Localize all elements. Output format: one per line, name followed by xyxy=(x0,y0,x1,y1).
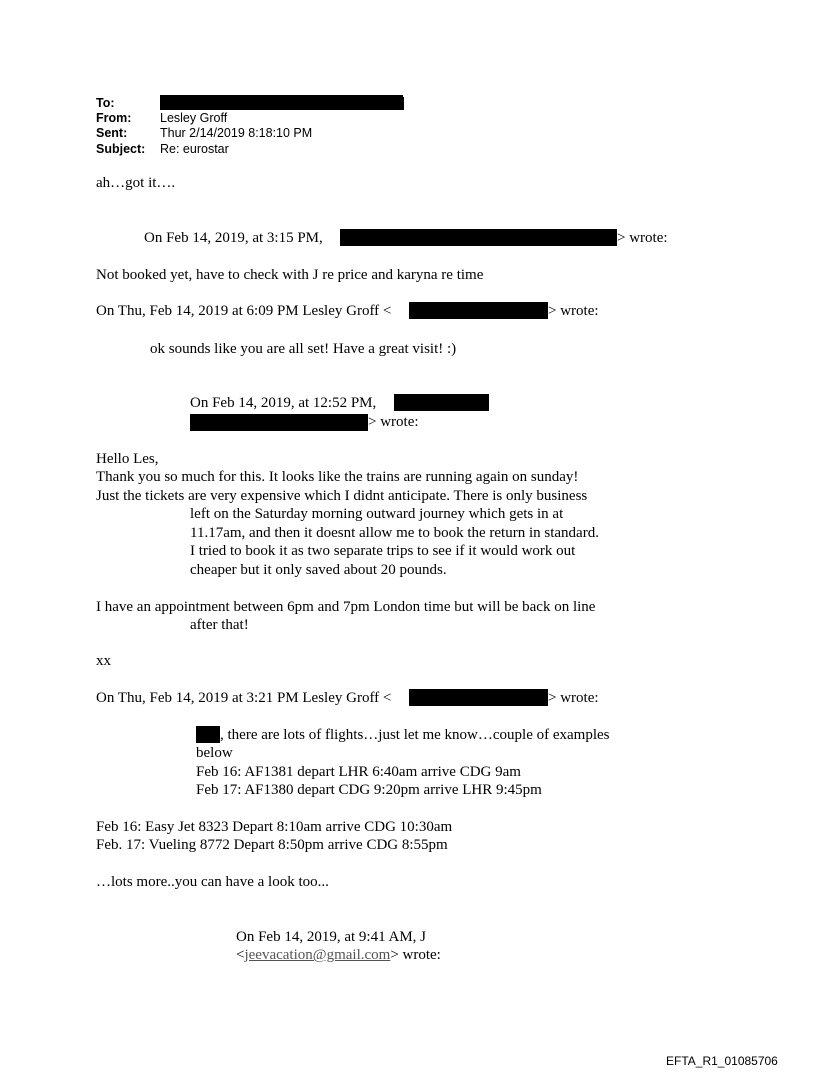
redaction-edge-mark xyxy=(403,97,404,110)
redacted-email xyxy=(409,302,548,319)
quote-header-3-suffix: > wrote: xyxy=(368,414,419,430)
subject-value: Re: eurostar xyxy=(160,142,229,156)
message-text: …lots more..you can have a look too... xyxy=(96,874,329,890)
paragraph-line: cheaper but it only saved about 20 pounds. xyxy=(190,562,447,578)
quote-header-5-line2 xyxy=(236,946,441,965)
quote-header-1: On Feb 14, 2019, at 3:15 PM, xyxy=(144,230,323,246)
flight-entry: Feb 16: Easy Jet 8323 Depart 8:10am arrive CDG 10:30am xyxy=(96,819,453,835)
paragraph-line: I have an appointment between 6pm and 7pm London time but will be back on line xyxy=(96,599,596,615)
from-value: Lesley Groff xyxy=(160,111,228,125)
paragraph-line: 11.17am, and then it doesnt allow me to book the return in standard. xyxy=(190,525,599,541)
flights-line: below xyxy=(196,745,233,761)
paragraph-line: Thank you so much for this. It looks like the trains are running again on sunday! xyxy=(96,469,579,485)
flight-entry: Feb 17: AF1380 depart CDG 9:20pm arrive LHR 9:45pm xyxy=(196,782,542,798)
sign-off: xx xyxy=(96,653,111,669)
quote-header-5: On Feb 14, 2019, at 9:41 AM, J xyxy=(236,929,427,945)
redacted-email xyxy=(190,414,368,431)
quote-header-1-suffix: > wrote: xyxy=(617,230,668,246)
paragraph-line: Just the tickets are very expensive which I didnt anticipate. There is only business xyxy=(96,488,588,504)
message-text: ok sounds like you are all set! Have a great visit! :) xyxy=(150,341,457,357)
from-label: From: xyxy=(96,111,132,125)
quote-header-3: On Feb 14, 2019, at 12:52 PM, xyxy=(190,395,377,411)
flight-entry: Feb 16: AF1381 depart LHR 6:40am arrive CDG 9am xyxy=(196,764,521,780)
redacted-email xyxy=(409,689,548,706)
paragraph-line: left on the Saturday morning outward journey which gets in at xyxy=(190,506,564,522)
quote-header-4: On Thu, Feb 14, 2019 at 3:21 PM Lesley Groff < xyxy=(96,690,392,706)
redacted-recipient xyxy=(160,95,403,110)
redacted-sender xyxy=(340,229,617,246)
quote-header-4-suffix: > wrote: xyxy=(548,690,599,706)
angle-bracket: < xyxy=(236,947,245,963)
greeting: Hello Les, xyxy=(96,451,159,467)
quote-header-2: On Thu, Feb 14, 2019 at 6:09 PM Lesley Groff < xyxy=(96,303,392,319)
message-text: Not booked yet, have to check with J re price and karyna re time xyxy=(96,267,484,283)
sent-value: Thur 2/14/2019 8:18:10 PM xyxy=(160,126,313,140)
email-link[interactable]: jeevacation@gmail.com xyxy=(244,947,391,963)
reply-text: ah…got it…. xyxy=(96,175,176,191)
document-id: EFTA_R1_01085706 xyxy=(666,1054,778,1068)
quote-header-2-suffix: > wrote: xyxy=(548,303,599,319)
paragraph-line: after that! xyxy=(190,617,249,633)
paragraph-line: I tried to book it as two separate trips to see if it would work out xyxy=(190,543,576,559)
to-label: To: xyxy=(96,96,115,110)
redacted-sender xyxy=(394,394,489,411)
flight-entry: Feb. 17: Vueling 8772 Depart 8:50pm arrive CDG 8:55pm xyxy=(96,837,448,853)
flights-line: , there are lots of flights…just let me know…couple of examples xyxy=(220,727,610,743)
sent-label: Sent: xyxy=(96,126,128,140)
quote-header-5-suffix: > wrote: xyxy=(390,947,441,963)
subject-label: Subject: xyxy=(96,142,146,156)
redacted-name xyxy=(196,726,220,743)
